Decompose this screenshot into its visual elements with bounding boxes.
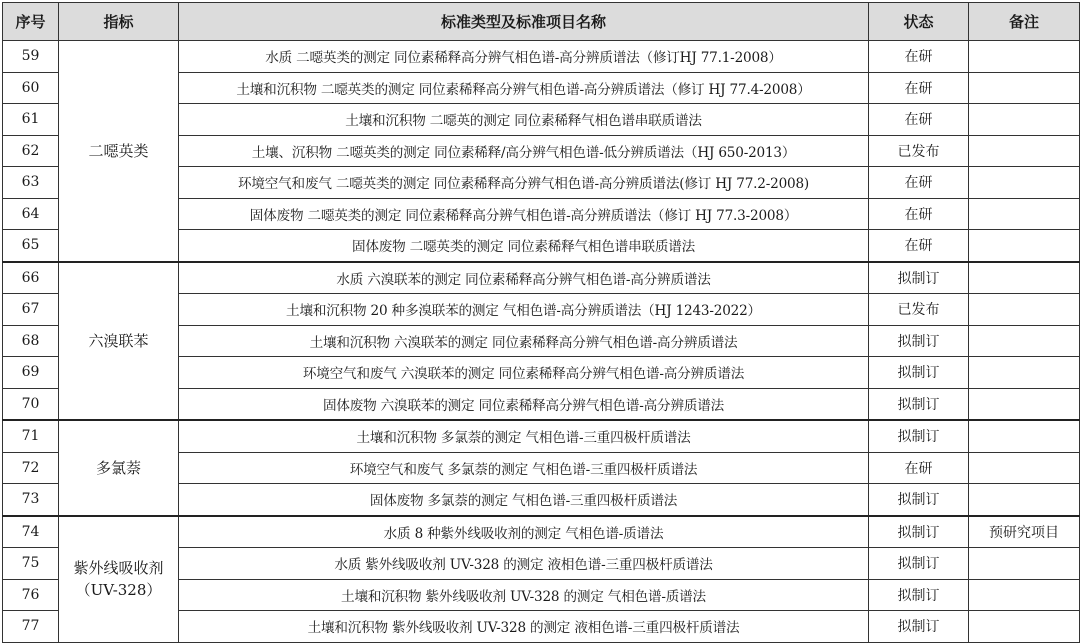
row-seq: 65: [3, 230, 59, 262]
row-remark: [969, 41, 1080, 73]
row-seq: 60: [3, 72, 59, 104]
row-remark: [969, 135, 1080, 167]
row-standard-name: 环境空气和废气 六溴联苯的测定 同位素稀释高分辨气相色谱-高分辨质谱法: [179, 357, 869, 389]
row-remark: [969, 420, 1080, 452]
row-seq: 72: [3, 452, 59, 484]
row-standard-name: 固体废物 二噁英类的测定 同位素稀释气相色谱串联质谱法: [179, 230, 869, 262]
row-status: 在研: [869, 230, 969, 262]
row-remark: [969, 325, 1080, 357]
table-row: [3, 41, 1080, 73]
row-status: 在研: [869, 452, 969, 484]
table-row: [3, 262, 1080, 294]
indicator-label: 多氯萘: [95, 458, 141, 477]
row-seq: 69: [3, 357, 59, 389]
indicator-label: 二噁英类: [88, 141, 149, 160]
row-seq: 59: [3, 41, 59, 73]
row-seq: 74: [3, 516, 59, 548]
row-standard-name: 水质 8 种紫外线吸收剂的测定 气相色谱-质谱法: [179, 516, 869, 548]
row-standard-name: 固体废物 二噁英类的测定 同位素稀释高分辨气相色谱-高分辨质谱法（修订 HJ 77.3-2008）: [179, 198, 869, 230]
row-remark: [969, 452, 1080, 484]
row-remark: [969, 611, 1080, 643]
indicator-label: （UV-328）: [75, 581, 162, 599]
row-status: 拟制订: [869, 262, 969, 294]
row-standard-name: 固体废物 多氯萘的测定 气相色谱-三重四极杆质谱法: [179, 484, 869, 516]
row-seq: 70: [3, 388, 59, 420]
row-remark: [969, 230, 1080, 262]
indicator-cell: [59, 420, 179, 516]
row-status: 在研: [869, 167, 969, 199]
row-standard-name: 土壤和沉积物 紫外线吸收剂 UV-328 的测定 液相色谱-三重四极杆质谱法: [179, 611, 869, 643]
row-remark: [969, 198, 1080, 230]
row-status: 拟制订: [869, 611, 969, 643]
row-status: 已发布: [869, 135, 969, 167]
row-status: 在研: [869, 41, 969, 73]
row-standard-name: 土壤、沉积物 二噁英类的测定 同位素稀释/高分辨气相色谱-低分辨质谱法（HJ 650-2013）: [179, 135, 869, 167]
row-status: 拟制订: [869, 325, 969, 357]
row-status: 拟制订: [869, 548, 969, 580]
row-remark: [969, 579, 1080, 611]
row-standard-name: 土壤和沉积物 20 种多溴联苯的测定 气相色谱-高分辨质谱法（HJ 1243-2022）: [179, 294, 869, 326]
row-seq: 77: [3, 611, 59, 643]
row-standard-name: 环境空气和废气 二噁英类的测定 同位素稀释高分辨气相色谱-高分辨质谱法(修订 HJ 77.2-2008): [179, 167, 869, 199]
standards-table: [2, 2, 1080, 643]
row-seq: 68: [3, 325, 59, 357]
row-standard-name: 水质 二噁英类的测定 同位素稀释高分辨气相色谱-高分辨质谱法（修订HJ 77.1-2008）: [179, 41, 869, 73]
row-standard-name: 土壤和沉积物 紫外线吸收剂 UV-328 的测定 气相色谱-质谱法: [179, 579, 869, 611]
indicator-cell: [59, 262, 179, 421]
row-status: 拟制订: [869, 516, 969, 548]
row-standard-name: 水质 六溴联苯的测定 同位素稀释高分辨气相色谱-高分辨质谱法: [179, 262, 869, 294]
table-row: [3, 516, 1080, 548]
row-remark: [969, 104, 1080, 136]
row-seq: 62: [3, 135, 59, 167]
row-seq: 67: [3, 294, 59, 326]
header-remark: 备注: [969, 3, 1080, 41]
row-status: 已发布: [869, 294, 969, 326]
row-seq: 76: [3, 579, 59, 611]
row-status: 拟制订: [869, 357, 969, 389]
table-body: [3, 41, 1080, 643]
header-indicator: 指标: [59, 3, 179, 41]
row-remark: [969, 72, 1080, 104]
indicator-label: 六溴联苯: [88, 331, 149, 350]
row-status: 拟制订: [869, 484, 969, 516]
header-status: 状态: [869, 3, 969, 41]
row-status: 在研: [869, 72, 969, 104]
row-standard-name: 土壤和沉积物 多氯萘的测定 气相色谱-三重四极杆质谱法: [179, 420, 869, 452]
indicator-cell: [59, 41, 179, 262]
row-standard-name: 固体废物 六溴联苯的测定 同位素稀释高分辨气相色谱-高分辨质谱法: [179, 388, 869, 420]
row-status: 拟制订: [869, 420, 969, 452]
row-seq: 73: [3, 484, 59, 516]
indicator-cell: [59, 516, 179, 643]
row-remark: [969, 388, 1080, 420]
table-row: [3, 420, 1080, 452]
row-seq: 71: [3, 420, 59, 452]
row-remark: [969, 548, 1080, 580]
row-remark: 预研究项目: [969, 516, 1080, 548]
row-seq: 75: [3, 548, 59, 580]
header-row: [3, 3, 1080, 41]
row-standard-name: 环境空气和废气 多氯萘的测定 气相色谱-三重四极杆质谱法: [179, 452, 869, 484]
row-status: 拟制订: [869, 579, 969, 611]
row-standard-name: 土壤和沉积物 六溴联苯的测定 同位素稀释高分辨气相色谱-高分辨质谱法: [179, 325, 869, 357]
indicator-label: 紫外线吸收剂: [73, 559, 164, 577]
row-seq: 63: [3, 167, 59, 199]
row-seq: 64: [3, 198, 59, 230]
row-remark: [969, 262, 1080, 294]
row-standard-name: 土壤和沉积物 二噁英类的测定 同位素稀释高分辨气相色谱-高分辨质谱法（修订 HJ 77.4-2008）: [179, 72, 869, 104]
row-status: 拟制订: [869, 388, 969, 420]
header-name: 标准类型及标准项目名称: [179, 3, 869, 41]
row-status: 在研: [869, 198, 969, 230]
row-remark: [969, 167, 1080, 199]
row-standard-name: 土壤和沉积物 二噁英的测定 同位素稀释气相色谱串联质谱法: [179, 104, 869, 136]
row-seq: 61: [3, 104, 59, 136]
row-remark: [969, 294, 1080, 326]
row-standard-name: 水质 紫外线吸收剂 UV-328 的测定 液相色谱-三重四极杆质谱法: [179, 548, 869, 580]
row-remark: [969, 357, 1080, 389]
row-status: 在研: [869, 104, 969, 136]
header-seq: 序号: [3, 3, 59, 41]
row-remark: [969, 484, 1080, 516]
row-seq: 66: [3, 262, 59, 294]
